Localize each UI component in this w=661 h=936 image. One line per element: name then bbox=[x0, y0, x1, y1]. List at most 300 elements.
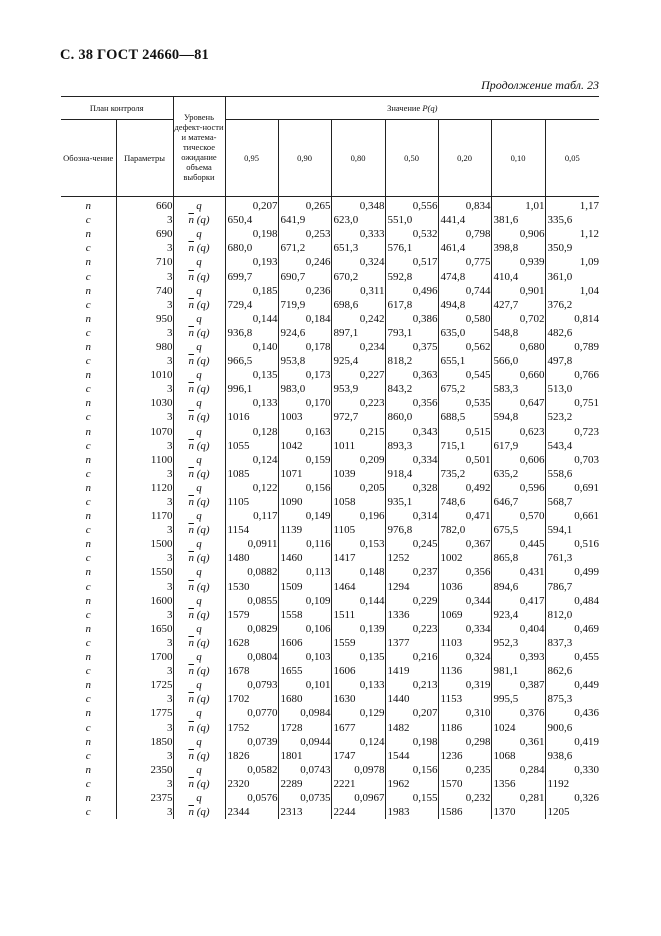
cell-value: 0,101 bbox=[278, 678, 331, 692]
cell-symbol: c bbox=[61, 608, 116, 622]
cell-level: q bbox=[173, 340, 225, 354]
cell-value: 729,4 bbox=[225, 298, 278, 312]
table-body bbox=[61, 197, 599, 820]
cell-value: 0,623 bbox=[491, 425, 545, 439]
cell-symbol: n bbox=[61, 706, 116, 720]
cell-parameter: 3 bbox=[116, 439, 173, 453]
cell-value: 0,148 bbox=[331, 565, 385, 579]
table-row bbox=[61, 636, 599, 650]
table-row bbox=[61, 425, 599, 439]
cell-value: 1440 bbox=[385, 692, 438, 706]
cell-value: 0,0770 bbox=[225, 706, 278, 720]
cell-value: 1417 bbox=[331, 551, 385, 565]
cell-value: 0,0735 bbox=[278, 791, 331, 805]
cell-value: 0,139 bbox=[331, 622, 385, 636]
cell-value: 1036 bbox=[438, 580, 491, 594]
cell-value: 592,8 bbox=[385, 269, 438, 283]
cell-value: 551,0 bbox=[385, 213, 438, 227]
cell-symbol: c bbox=[61, 326, 116, 340]
cell-value: 0,356 bbox=[385, 396, 438, 410]
cell-value: 1482 bbox=[385, 720, 438, 734]
cell-value: 1464 bbox=[331, 580, 385, 594]
table-row bbox=[61, 664, 599, 678]
cell-value: 0,246 bbox=[278, 255, 331, 269]
cell-level: $\overline{n}$ (q) bbox=[173, 664, 225, 678]
cell-value: 1962 bbox=[385, 777, 438, 791]
cell-symbol: c bbox=[61, 298, 116, 312]
cell-value: 0,184 bbox=[278, 312, 331, 326]
cell-value: 381,6 bbox=[491, 213, 545, 227]
table-row bbox=[61, 594, 599, 608]
cell-value: 0,185 bbox=[225, 284, 278, 298]
cell-value: 0,232 bbox=[438, 791, 491, 805]
table-row bbox=[61, 269, 599, 283]
cell-value: 0,324 bbox=[331, 255, 385, 269]
cell-value: 0,570 bbox=[491, 509, 545, 523]
cell-value: 1042 bbox=[278, 439, 331, 453]
cell-value: 0,223 bbox=[331, 396, 385, 410]
cell-parameter: 690 bbox=[116, 227, 173, 241]
cell-level: $\overline{n}$ (q) bbox=[173, 749, 225, 763]
cell-value: 1192 bbox=[547, 777, 570, 790]
cell-value: 0,330 bbox=[574, 763, 600, 776]
cell-symbol: n bbox=[61, 594, 116, 608]
cell-value: 1530 bbox=[225, 580, 278, 594]
cell-value: 1370 bbox=[491, 805, 545, 819]
cell-value: 0,343 bbox=[385, 425, 438, 439]
cell-value: 0,155 bbox=[385, 791, 438, 805]
cell-parameter: 3 bbox=[116, 410, 173, 424]
cell-value: 2313 bbox=[278, 805, 331, 819]
cell-value: 494,8 bbox=[438, 298, 491, 312]
cell-value: 952,3 bbox=[491, 636, 545, 650]
cell-value: 0,545 bbox=[438, 368, 491, 382]
cell-value: 924,6 bbox=[278, 326, 331, 340]
cell-symbol: n bbox=[61, 284, 116, 298]
cell-level: q bbox=[173, 791, 225, 805]
cell-parameter: 1120 bbox=[116, 481, 173, 495]
cell-symbol: c bbox=[61, 269, 116, 283]
table-row bbox=[61, 509, 599, 523]
cell-value: 0,310 bbox=[438, 706, 491, 720]
cell-symbol: n bbox=[61, 255, 116, 269]
cell-value: 0,0944 bbox=[278, 735, 331, 749]
table-row bbox=[61, 197, 599, 214]
cell-value: 818,2 bbox=[385, 354, 438, 368]
cell-value: 0,334 bbox=[438, 622, 491, 636]
table-row bbox=[61, 805, 599, 819]
table-row bbox=[61, 213, 599, 227]
table-row bbox=[61, 255, 599, 269]
cell-value: 1,17 bbox=[579, 200, 600, 213]
cell-value: 1983 bbox=[385, 805, 438, 819]
cell-value: 812,0 bbox=[547, 608, 573, 621]
table-row bbox=[61, 720, 599, 734]
cell-symbol: c bbox=[61, 410, 116, 424]
cell-value: 0,242 bbox=[331, 312, 385, 326]
cell-value: 0,814 bbox=[574, 312, 600, 325]
cell-value: 0,906 bbox=[491, 227, 545, 241]
cell-value: 482,6 bbox=[547, 326, 573, 339]
cell-value: 0,144 bbox=[331, 594, 385, 608]
table-row bbox=[61, 481, 599, 495]
cell-value: 543,4 bbox=[547, 439, 573, 452]
cell-value: 0,103 bbox=[278, 650, 331, 664]
cell-value: 1071 bbox=[278, 467, 331, 481]
cell-parameter: 1700 bbox=[116, 650, 173, 664]
cell-value: 0,324 bbox=[438, 650, 491, 664]
cell-value: 335,6 bbox=[547, 214, 573, 227]
cell-value: 0,606 bbox=[491, 453, 545, 467]
cell-parameter: 2375 bbox=[116, 791, 173, 805]
cell-parameter: 3 bbox=[116, 326, 173, 340]
cell-value: 0,106 bbox=[278, 622, 331, 636]
cell-value: 0,496 bbox=[385, 284, 438, 298]
cell-symbol: n bbox=[61, 340, 116, 354]
table-row bbox=[61, 439, 599, 453]
cell-symbol: n bbox=[61, 537, 116, 551]
cell-value: 1801 bbox=[278, 749, 331, 763]
cell-value: 0,156 bbox=[385, 763, 438, 777]
cell-value: 2289 bbox=[278, 777, 331, 791]
cell-parameter: 710 bbox=[116, 255, 173, 269]
table-row bbox=[61, 678, 599, 692]
cell-level: q bbox=[173, 425, 225, 439]
cell-value: 893,3 bbox=[385, 439, 438, 453]
cell-value: 0,173 bbox=[278, 368, 331, 382]
cell-level: $\overline{n}$ (q) bbox=[173, 636, 225, 650]
cell-value: 0,149 bbox=[278, 509, 331, 523]
cell-value: 1058 bbox=[331, 495, 385, 509]
cell-value: 635,0 bbox=[438, 326, 491, 340]
cell-parameter: 1010 bbox=[116, 368, 173, 382]
cell-value: 972,7 bbox=[331, 410, 385, 424]
cell-value: 0,129 bbox=[331, 706, 385, 720]
cell-parameter: 3 bbox=[116, 608, 173, 622]
cell-value: 996,1 bbox=[225, 382, 278, 396]
cell-level: q bbox=[173, 650, 225, 664]
cell-symbol: c bbox=[61, 354, 116, 368]
cell-level: $\overline{n}$ (q) bbox=[173, 467, 225, 481]
cell-value: 1085 bbox=[225, 467, 278, 481]
cell-parameter: 1100 bbox=[116, 453, 173, 467]
cell-value: 1,01 bbox=[491, 197, 545, 214]
cell-value: 0,198 bbox=[385, 735, 438, 749]
table-row bbox=[61, 749, 599, 763]
page-title: С. 38 ГОСТ 24660—81 bbox=[60, 47, 209, 63]
cell-value: 0,284 bbox=[491, 763, 545, 777]
cell-level: q bbox=[173, 509, 225, 523]
cell-value: 897,1 bbox=[331, 326, 385, 340]
cell-symbol: c bbox=[61, 495, 116, 509]
cell-parameter: 3 bbox=[116, 664, 173, 678]
cell-symbol: c bbox=[61, 749, 116, 763]
cell-parameter: 3 bbox=[116, 467, 173, 481]
cell-value: 0,449 bbox=[574, 679, 600, 692]
cell-value: 793,1 bbox=[385, 326, 438, 340]
cell-value: 617,8 bbox=[385, 298, 438, 312]
cell-symbol: n bbox=[61, 425, 116, 439]
cell-value: 782,0 bbox=[438, 523, 491, 537]
cell-value: 594,1 bbox=[547, 524, 573, 537]
cell-value: 670,2 bbox=[331, 269, 385, 283]
table-row bbox=[61, 410, 599, 424]
cell-value: 0,205 bbox=[331, 481, 385, 495]
cell-value: 0,163 bbox=[278, 425, 331, 439]
cell-value: 1480 bbox=[225, 551, 278, 565]
cell-level: q bbox=[173, 368, 225, 382]
cell-value: 0,128 bbox=[225, 425, 278, 439]
cell-value: 0,334 bbox=[385, 453, 438, 467]
cell-value: 0,661 bbox=[574, 510, 600, 523]
cell-value: 675,5 bbox=[491, 523, 545, 537]
column-header-p: 0,10 bbox=[491, 120, 545, 197]
cell-level: q bbox=[173, 594, 225, 608]
cell-value: 0,0978 bbox=[331, 763, 385, 777]
cell-value: 1570 bbox=[438, 777, 491, 791]
cell-value: 0,532 bbox=[385, 227, 438, 241]
cell-value: 900,6 bbox=[547, 721, 573, 734]
table-row bbox=[61, 495, 599, 509]
cell-value: 0,213 bbox=[385, 678, 438, 692]
cell-value: 966,5 bbox=[225, 354, 278, 368]
cell-parameter: 660 bbox=[116, 197, 173, 214]
cell-value: 427,7 bbox=[491, 298, 545, 312]
cell-value: 558,6 bbox=[547, 467, 573, 480]
cell-value: 1377 bbox=[385, 636, 438, 650]
cell-value: 671,2 bbox=[278, 241, 331, 255]
cell-value: 576,1 bbox=[385, 241, 438, 255]
cell-value: 1002 bbox=[438, 551, 491, 565]
cell-level: $\overline{n}$ (q) bbox=[173, 692, 225, 706]
cell-value: 0,140 bbox=[225, 340, 278, 354]
cell-symbol: c bbox=[61, 692, 116, 706]
cell-value: 566,0 bbox=[491, 354, 545, 368]
cell-value: 0,939 bbox=[491, 255, 545, 269]
cell-value: 995,5 bbox=[491, 692, 545, 706]
cell-value: 953,8 bbox=[278, 354, 331, 368]
cell-value: 862,6 bbox=[547, 665, 573, 678]
cell-value: 0,499 bbox=[574, 566, 600, 579]
table-row bbox=[61, 735, 599, 749]
cell-symbol: c bbox=[61, 241, 116, 255]
cell-symbol: c bbox=[61, 777, 116, 791]
cell-parameter: 740 bbox=[116, 284, 173, 298]
cell-value: 837,3 bbox=[547, 636, 573, 649]
cell-value: 1509 bbox=[278, 580, 331, 594]
cell-value: 1105 bbox=[331, 523, 385, 537]
cell-parameter: 2350 bbox=[116, 763, 173, 777]
cell-level: $\overline{n}$ (q) bbox=[173, 805, 225, 819]
cell-value: 0,469 bbox=[574, 622, 600, 635]
cell-parameter: 3 bbox=[116, 213, 173, 227]
cell-value: 0,133 bbox=[331, 678, 385, 692]
cell-value: 0,178 bbox=[278, 340, 331, 354]
cell-symbol: n bbox=[61, 227, 116, 241]
cell-value: 0,445 bbox=[491, 537, 545, 551]
cell-level: $\overline{n}$ (q) bbox=[173, 213, 225, 227]
cell-value: 865,8 bbox=[491, 551, 545, 565]
cell-value: 0,109 bbox=[278, 594, 331, 608]
column-header-symbol: Обозна-чение bbox=[61, 120, 116, 197]
cell-value: 2344 bbox=[225, 805, 278, 819]
cell-value: 0,647 bbox=[491, 396, 545, 410]
cell-value: 860,0 bbox=[385, 410, 438, 424]
cell-value: 1016 bbox=[225, 410, 278, 424]
cell-value: 981,1 bbox=[491, 664, 545, 678]
cell-value: 735,2 bbox=[438, 467, 491, 481]
cell-level: q bbox=[173, 565, 225, 579]
cell-value: 1680 bbox=[278, 692, 331, 706]
cell-value: 0,124 bbox=[225, 453, 278, 467]
cell-value: 0,376 bbox=[491, 706, 545, 720]
cell-value: 0,789 bbox=[574, 340, 600, 353]
cell-parameter: 1170 bbox=[116, 509, 173, 523]
cell-level: $\overline{n}$ (q) bbox=[173, 495, 225, 509]
cell-value: 0,775 bbox=[438, 255, 491, 269]
cell-value: 0,253 bbox=[278, 227, 331, 241]
cell-value: 0,223 bbox=[385, 622, 438, 636]
cell-value: 0,367 bbox=[438, 537, 491, 551]
cell-value: 0,281 bbox=[491, 791, 545, 805]
cell-symbol: n bbox=[61, 763, 116, 777]
cell-value: 0,0804 bbox=[225, 650, 278, 664]
cell-value: 0,393 bbox=[491, 650, 545, 664]
column-header-p: 0,50 bbox=[385, 120, 438, 197]
cell-value: 0,798 bbox=[438, 227, 491, 241]
cell-value: 0,0882 bbox=[225, 565, 278, 579]
cell-level: $\overline{n}$ (q) bbox=[173, 269, 225, 283]
cell-value: 0,229 bbox=[385, 594, 438, 608]
table-row bbox=[61, 523, 599, 537]
cell-value: 748,6 bbox=[438, 495, 491, 509]
cell-value: 0,237 bbox=[385, 565, 438, 579]
cell-value: 0,319 bbox=[438, 678, 491, 692]
cell-value: 1356 bbox=[491, 777, 545, 791]
cell-value: 1606 bbox=[331, 664, 385, 678]
cell-value: 0,135 bbox=[225, 368, 278, 382]
cell-value: 0,159 bbox=[278, 453, 331, 467]
cell-symbol: n bbox=[61, 678, 116, 692]
table-row bbox=[61, 551, 599, 565]
cell-value: 1628 bbox=[225, 636, 278, 650]
cell-value: 361,0 bbox=[547, 270, 573, 283]
cell-symbol: n bbox=[61, 481, 116, 495]
cell-symbol: c bbox=[61, 664, 116, 678]
cell-value: 1139 bbox=[278, 523, 331, 537]
cell-value: 1136 bbox=[438, 664, 491, 678]
cell-value: 690,7 bbox=[278, 269, 331, 283]
cell-value: 0,298 bbox=[438, 735, 491, 749]
cell-value: 0,417 bbox=[491, 594, 545, 608]
table-row bbox=[61, 650, 599, 664]
table-row bbox=[61, 227, 599, 241]
cell-level: $\overline{n}$ (q) bbox=[173, 777, 225, 791]
cell-value: 0,153 bbox=[331, 537, 385, 551]
cell-value: 0,404 bbox=[491, 622, 545, 636]
cell-value: 0,455 bbox=[574, 651, 600, 664]
column-header-p: 0,90 bbox=[278, 120, 331, 197]
cell-level: $\overline{n}$ (q) bbox=[173, 241, 225, 255]
cell-level: q bbox=[173, 227, 225, 241]
cell-value: 0,751 bbox=[574, 397, 600, 410]
cell-value: 0,556 bbox=[385, 197, 438, 214]
cell-value: 0,348 bbox=[331, 197, 385, 214]
cell-value: 1003 bbox=[278, 410, 331, 424]
cell-value: 1558 bbox=[278, 608, 331, 622]
cell-symbol: c bbox=[61, 523, 116, 537]
cell-value: 376,2 bbox=[547, 298, 573, 311]
column-header-p: 0,80 bbox=[331, 120, 385, 197]
cell-value: 0,235 bbox=[438, 763, 491, 777]
column-header-p: 0,20 bbox=[438, 120, 491, 197]
cell-value: 650,4 bbox=[225, 213, 278, 227]
table-row bbox=[61, 340, 599, 354]
table-row bbox=[61, 382, 599, 396]
cell-value: 461,4 bbox=[438, 241, 491, 255]
cell-value: 0,328 bbox=[385, 481, 438, 495]
cell-value: 1069 bbox=[438, 608, 491, 622]
cell-symbol: c bbox=[61, 805, 116, 819]
cell-value: 1039 bbox=[331, 467, 385, 481]
cell-value: 0,834 bbox=[438, 197, 491, 214]
cell-value: 1103 bbox=[438, 636, 491, 650]
cell-symbol: c bbox=[61, 580, 116, 594]
cell-parameter: 3 bbox=[116, 241, 173, 255]
cell-value: 0,311 bbox=[331, 284, 385, 298]
cell-level: $\overline{n}$ (q) bbox=[173, 720, 225, 734]
cell-value: 0,117 bbox=[225, 509, 278, 523]
column-header-p: 0,95 bbox=[225, 120, 278, 197]
cell-value: 1252 bbox=[385, 551, 438, 565]
cell-parameter: 3 bbox=[116, 298, 173, 312]
cell-symbol: n bbox=[61, 453, 116, 467]
cell-value: 1105 bbox=[225, 495, 278, 509]
cell-value: 1728 bbox=[278, 720, 331, 734]
cell-level: $\overline{n}$ (q) bbox=[173, 298, 225, 312]
cell-value: 655,1 bbox=[438, 354, 491, 368]
cell-value: 680,0 bbox=[225, 241, 278, 255]
cell-value: 0,471 bbox=[438, 509, 491, 523]
cell-value: 0,0855 bbox=[225, 594, 278, 608]
cell-value: 0,680 bbox=[491, 340, 545, 354]
cell-value: 548,8 bbox=[491, 326, 545, 340]
cell-value: 0,723 bbox=[574, 425, 600, 438]
cell-value: 0,236 bbox=[278, 284, 331, 298]
table-row bbox=[61, 312, 599, 326]
cell-value: 1090 bbox=[278, 495, 331, 509]
cell-value: 0,144 bbox=[225, 312, 278, 326]
cell-level: q bbox=[173, 622, 225, 636]
cell-value: 719,9 bbox=[278, 298, 331, 312]
cell-value: 0,517 bbox=[385, 255, 438, 269]
cell-value: 0,515 bbox=[438, 425, 491, 439]
cell-value: 0,344 bbox=[438, 594, 491, 608]
cell-value: 894,6 bbox=[491, 580, 545, 594]
cell-value: 0,660 bbox=[491, 368, 545, 382]
table-row bbox=[61, 354, 599, 368]
table-row bbox=[61, 692, 599, 706]
cell-value: 923,4 bbox=[491, 608, 545, 622]
cell-symbol: n bbox=[61, 791, 116, 805]
cell-value: 0,216 bbox=[385, 650, 438, 664]
cell-level: q bbox=[173, 706, 225, 720]
cell-value: 953,9 bbox=[331, 382, 385, 396]
table-row bbox=[61, 326, 599, 340]
cell-symbol: c bbox=[61, 213, 116, 227]
cell-parameter: 3 bbox=[116, 269, 173, 283]
cell-value: 0,0793 bbox=[225, 678, 278, 692]
